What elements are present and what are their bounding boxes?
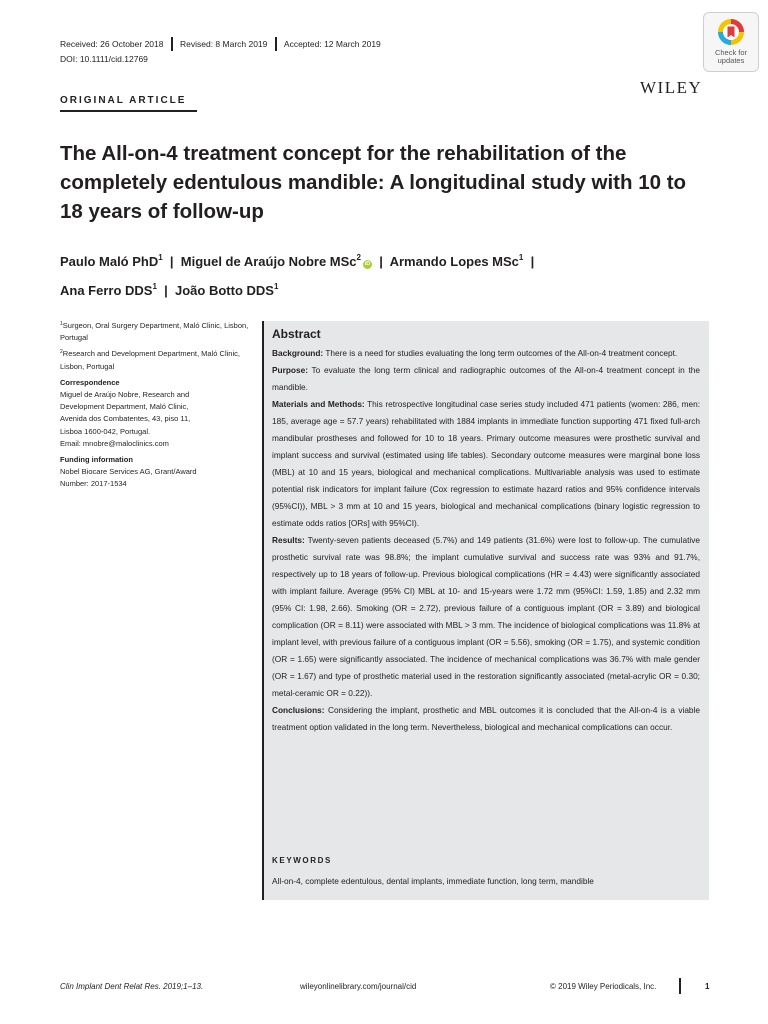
- keywords-heading: KEYWORDS: [272, 856, 332, 865]
- date-separator: [275, 37, 277, 51]
- page-number: 1: [705, 982, 710, 991]
- article-title: The All-on-4 treatment concept for the rehabilitation of the completely edentulous mandible: A longitudinal study with 10 to 18 years of follow-up: [60, 142, 687, 223]
- check-for-updates-badge[interactable]: [703, 12, 759, 72]
- affiliation: $^2$Research and Development Department, Maló Clinic, Lisbon, Portugal: [60, 349, 240, 371]
- badge-line-1: Check for: [714, 48, 748, 57]
- author[interactable]: Armando Lopes MSc$^1$: [389, 253, 524, 269]
- article-type: ORIGINAL ARTICLE: [60, 95, 187, 106]
- abstract-section: Materials and Methods: This retrospective longitudinal case series study included 471 patients (women: 286, men: 185, average age = 57.7 years) rehabilitated with 1884 implants in immediate function supporting 471 fixed full-arch mandibular prostheses and followed for 10 to 18 years. Primary outcome measures were prosthetic survival and implant success and survival (estimated using life tables). Secondary outcome measures were marginal bone loss (MBL) at 10 and 15 years, biological and mechanical complications. Multivariable analysis was used to estimate potential risk indicators for implant failure (Cox regression to estimate hazard ratios and 95% confidence intervals (95%CI)), MBL > 3 mm at 10 and 15 years, biological and mechanical complications (binary logistic regression to estimate odds ratios [ORs] with 95%CI).: [272, 399, 701, 528]
- abstract-body: [272, 345, 700, 736]
- correspondence-email[interactable]: Email: mnobre@maloclinics.com: [60, 438, 169, 448]
- keywords-list: All-on-4, complete edentulous, dental implants, immediate function, long term, mandible: [272, 876, 594, 886]
- correspondence-heading: Correspondence: [60, 377, 120, 387]
- footer-divider: [679, 978, 681, 994]
- abstract-heading: Abstract: [272, 327, 321, 341]
- abstract-section: Purpose: To evaluate the long term clinical and radiographic outcomes of the All-on-4 treatment concept in the mandible.: [272, 365, 700, 392]
- abstract-section: Conclusions: Considering the implant, prosthetic and MBL outcomes it is concluded that the All-on-4 is a viable treatment option validated in the long term. Nevertheless, biological and mechanical complications can occur.: [272, 705, 701, 732]
- abstract-section: Background: There is a need for studies evaluating the long term outcomes of the All-on-4 treatment concept.: [272, 348, 678, 358]
- doi[interactable]: DOI: 10.1111/cid.12769: [60, 54, 148, 64]
- affiliation: $^1$Surgeon, Oral Surgery Department, Maló Clinic, Lisbon, Portugal: [60, 321, 249, 343]
- date-separator: [171, 37, 173, 51]
- revised-date: Revised: 8 March 2019: [179, 39, 268, 49]
- footer-copyright: © 2019 Wiley Periodicals, Inc.: [550, 982, 657, 991]
- funding-block: Funding information Nobel Biocare Services AG, Grant/Award Number: 2017-1534: [60, 454, 250, 491]
- funding-heading: Funding information: [60, 455, 133, 465]
- author-list: Paulo Maló PhD$^1$ | Miguel de Araújo Nobre MSc$^2$iD | Armando Lopes MSc$^1$ | Ana Ferro DDS$^1$ | João Botto DDS$^1$: [60, 253, 535, 298]
- publication-dates: [60, 37, 381, 51]
- footer-journal-url[interactable]: wileyonlinelibrary.com/journal/cid: [300, 982, 417, 991]
- accepted-date: Accepted: 12 March 2019: [283, 39, 381, 49]
- author[interactable]: Miguel de Araújo Nobre MSc$^2$: [180, 253, 361, 269]
- orcid-icon[interactable]: iD: [364, 261, 371, 267]
- article-info-column: [60, 320, 250, 495]
- author[interactable]: João Botto DDS$^1$: [175, 282, 279, 298]
- abstract-rule: [262, 321, 264, 900]
- crossmark-icon: [716, 17, 746, 47]
- author[interactable]: Paulo Maló PhD$^1$: [60, 253, 163, 269]
- author[interactable]: Ana Ferro DDS$^1$: [60, 282, 157, 298]
- correspondence-block: Correspondence Miguel de Araújo Nobre, Research and Development Department, Maló Clinic, Avenida dos Combatentes, 43, piso 11, Lisboa 1600-042, Portugal. Email: mnobre@maloclinics.com: [60, 377, 250, 450]
- abstract-section: Results: Twenty-seven patients deceased (5.7%) and 149 patients (31.6%) were lost to follow-up. The cumulative prosthetic survival rate was 98.8%; the implant cumulative survival and success rate was 93% and 91.7%, respectively up to 18 years of follow-up. Previous biological complications (HR = 4.43) were significantly associated with implant failure. Average (95% CI) MBL at 10- and 15-years were 1.72 mm (95%CI: 1.59, 1.85) and 2.32 mm (95% CI: 1.98, 2.66). Smoking (OR = 2.72), previous failure of a contiguous implant (OR = 3.89) and biological complication (OR = 8.11) were associated with MBL > 3 mm. The incidence of biological complications was 11.8% at implant level, with previous failure of a contiguous implant (OR = 5.56), smoking (OR = 1.75), and systemic condition (OR = 1.65) were significantly associated. The incidence of mechanical complications was 36.7% with male gender (OR = 1.67) and type of prosthetic material used in the restoration significantly associated (metal-acrylic OR = 0.30; metal-ceramic OR = 0.22)).: [272, 535, 700, 698]
- badge-line-2: updates: [717, 56, 745, 65]
- footer-journal-citation: Clin Implant Dent Relat Res. 2019;1–13.: [60, 982, 204, 991]
- article-type-underline: [60, 110, 197, 112]
- received-date: Received: 26 October 2018: [60, 39, 164, 49]
- publisher-logo: WILEY: [640, 78, 703, 97]
